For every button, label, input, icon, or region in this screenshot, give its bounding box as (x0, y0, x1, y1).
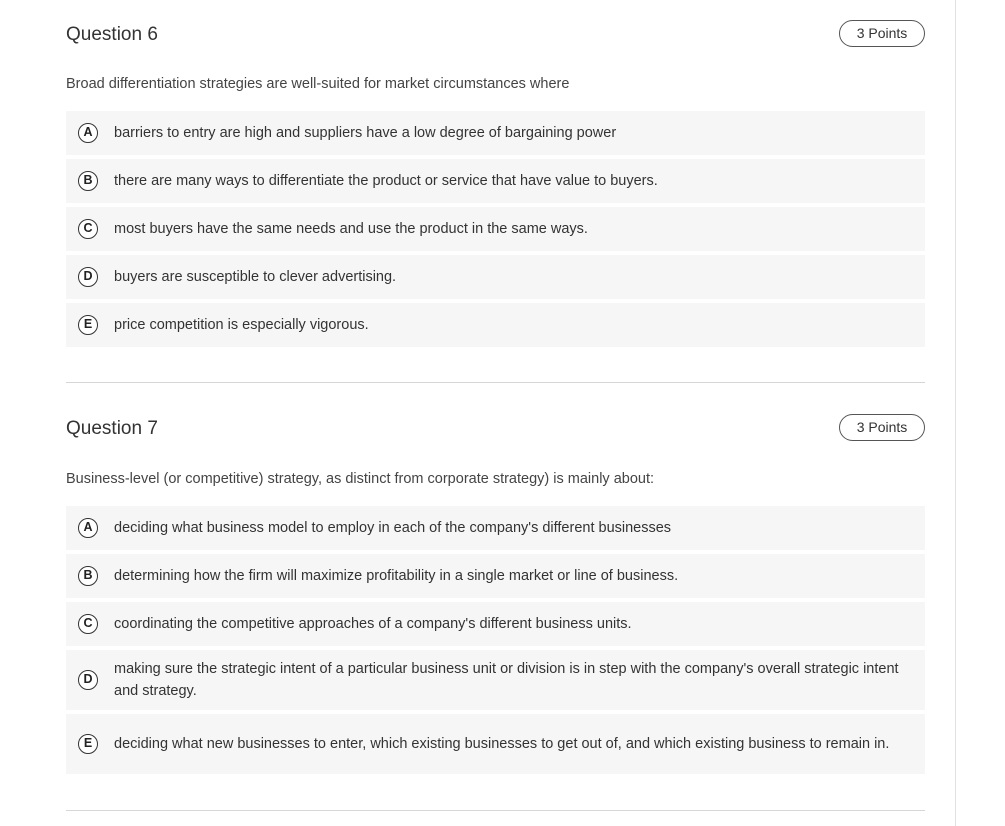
option-letter-circle: D (78, 267, 98, 287)
option-letter-circle: B (78, 171, 98, 191)
question-prompt: Broad differentiation strategies are well-suited for market circumstances where (66, 76, 570, 92)
option-c[interactable] (66, 602, 925, 646)
content-right-border (955, 0, 956, 826)
option-letter-circle: D (78, 670, 98, 690)
question-header (66, 20, 925, 54)
option-text: deciding what business model to employ in each of the company's different businesses (114, 520, 672, 536)
option-text: price competition is especially vigorous. (114, 317, 369, 333)
option-b[interactable] (66, 159, 925, 203)
question-7 (66, 414, 925, 752)
question-title: Question 6 (66, 24, 158, 45)
option-a[interactable] (66, 506, 925, 550)
section-divider (66, 382, 925, 383)
option-letter-circle: E (78, 315, 98, 335)
option-text: determining how the firm will maximize profitability in a single market or line of business. (114, 568, 679, 584)
option-letter-circle: B (78, 566, 98, 586)
points-badge: 3 Points (839, 414, 925, 441)
option-letter-circle: C (78, 614, 98, 634)
question-header (66, 414, 925, 448)
option-d[interactable] (66, 650, 925, 710)
option-text: making sure the strategic intent of a particular business unit or division is in step with the company's overall strategic intent and strategy. (114, 661, 899, 699)
option-text: there are many ways to differentiate the product or service that have value to buyers. (114, 173, 658, 189)
option-letter-circle: A (78, 123, 98, 143)
option-d[interactable] (66, 255, 925, 299)
option-text: barriers to entry are high and suppliers have a low degree of bargaining power (114, 125, 617, 141)
option-text: buyers are susceptible to clever advertising. (114, 269, 397, 285)
option-text: most buyers have the same needs and use the product in the same ways. (114, 221, 588, 237)
section-divider (66, 810, 925, 811)
option-e[interactable] (66, 303, 925, 347)
option-text: deciding what new businesses to enter, which existing businesses to get out of, and which existing business to remain in. (114, 736, 890, 752)
answer-options (66, 506, 925, 778)
answer-options (66, 111, 925, 351)
option-c[interactable] (66, 207, 925, 251)
question-title: Question 7 (66, 418, 158, 439)
option-a[interactable] (66, 111, 925, 155)
option-e[interactable] (66, 714, 925, 774)
points-badge: 3 Points (839, 20, 925, 47)
option-letter-circle: E (78, 734, 98, 754)
option-letter-circle: C (78, 219, 98, 239)
option-b[interactable] (66, 554, 925, 598)
question-6 (66, 20, 925, 333)
option-letter-circle: A (78, 518, 98, 538)
question-prompt: Business-level (or competitive) strategy, as distinct from corporate strategy) is mainly about: (66, 471, 655, 487)
option-text: coordinating the competitive approaches of a company's different business units. (114, 616, 632, 632)
